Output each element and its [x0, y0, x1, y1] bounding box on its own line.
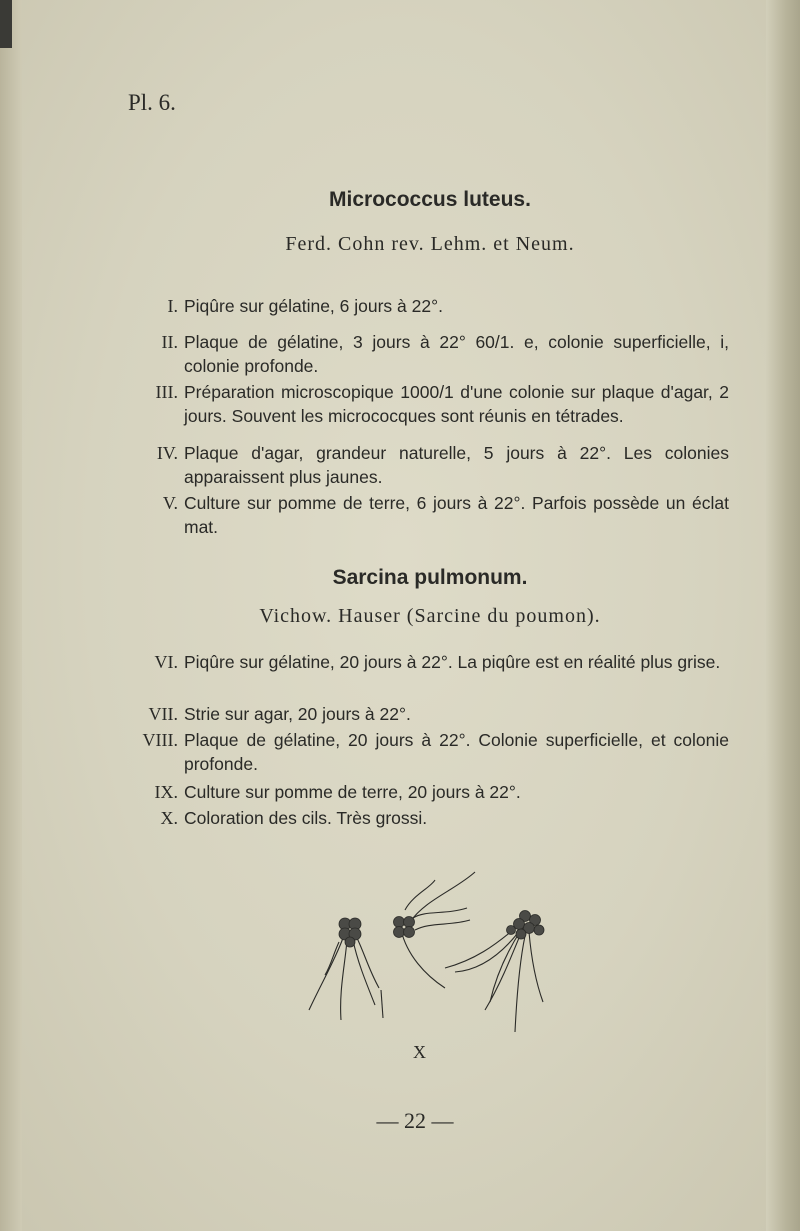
section-authors-micrococcus: Ferd. Cohn rev. Lehm. et Neum.	[285, 233, 575, 255]
page-number: — 22 —	[376, 1108, 454, 1133]
coccus	[345, 937, 355, 947]
flagellum	[529, 932, 543, 1002]
flagellum	[357, 938, 379, 988]
entry-text: Plaque de gélatine, 3 jours à 22° 60/1. e, colonie superficielle, i, colonie profonde.	[184, 332, 729, 376]
entry-number: VII.	[148, 704, 178, 724]
entry-number: II.	[161, 332, 178, 352]
entry-number: V.	[162, 493, 178, 513]
flagellum	[415, 920, 470, 930]
flagellum	[381, 990, 383, 1018]
entry-number: IV.	[156, 443, 178, 463]
section-title-sarcina: Sarcina pulmonum.	[332, 566, 528, 589]
binding-mark	[0, 0, 12, 48]
entry-number: VI.	[154, 652, 178, 672]
flagellum	[325, 942, 339, 975]
coccus	[404, 917, 415, 928]
section-title-micrococcus: Micrococcus luteus.	[329, 188, 531, 211]
entry-text: Coloration des cils. Très grossi.	[184, 808, 428, 828]
flagellum	[405, 880, 435, 910]
entry-number: X.	[160, 808, 178, 828]
flagella-illustration	[295, 860, 565, 1040]
entry-text: Culture sur pomme de terre, 20 jours à 22°.	[184, 782, 521, 802]
section-authors-sarcina: Vichow. Hauser (Sarcine du poumon).	[259, 605, 601, 627]
entry-text: Piqûre sur gélatine, 6 jours à 22°.	[184, 296, 443, 316]
entry-text: Culture sur pomme de terre, 6 jours à 22°. Parfois possède un éclat mat.	[184, 493, 729, 537]
coccus	[404, 927, 415, 938]
entry-number: IX.	[154, 782, 178, 802]
entry-text: Plaque de gélatine, 20 jours à 22°. Colonie superficielle, et colonie profonde.	[184, 730, 729, 774]
coccus	[394, 917, 405, 928]
flagellum	[401, 930, 445, 988]
entry-number: I.	[167, 296, 178, 316]
flagellum	[341, 940, 347, 1020]
coccus	[394, 927, 405, 938]
coccus	[516, 929, 526, 939]
entry-text: Préparation microscopique 1000/1 d'une colonie sur plaque d'agar, 2 jours. Souvent les micrococques sont réunis en tétrades.	[184, 382, 729, 426]
coccus	[507, 926, 516, 935]
plate-label: Pl. 6.	[128, 90, 176, 115]
coccus	[534, 925, 544, 935]
entry-number: VIII.	[142, 730, 178, 750]
entry-number: III.	[155, 382, 178, 402]
flagellum	[490, 930, 521, 1002]
entry-text: Plaque d'agar, grandeur naturelle, 5 jours à 22°. Les colonies apparaissent plus jaunes.	[184, 443, 729, 487]
entry-text: Strie sur agar, 20 jours à 22°.	[184, 704, 411, 724]
flagellum	[515, 936, 525, 1032]
entry-text: Piqûre sur gélatine, 20 jours à 22°. La piqûre est en réalité plus grise.	[184, 652, 721, 672]
figure-label: X	[413, 1042, 426, 1062]
